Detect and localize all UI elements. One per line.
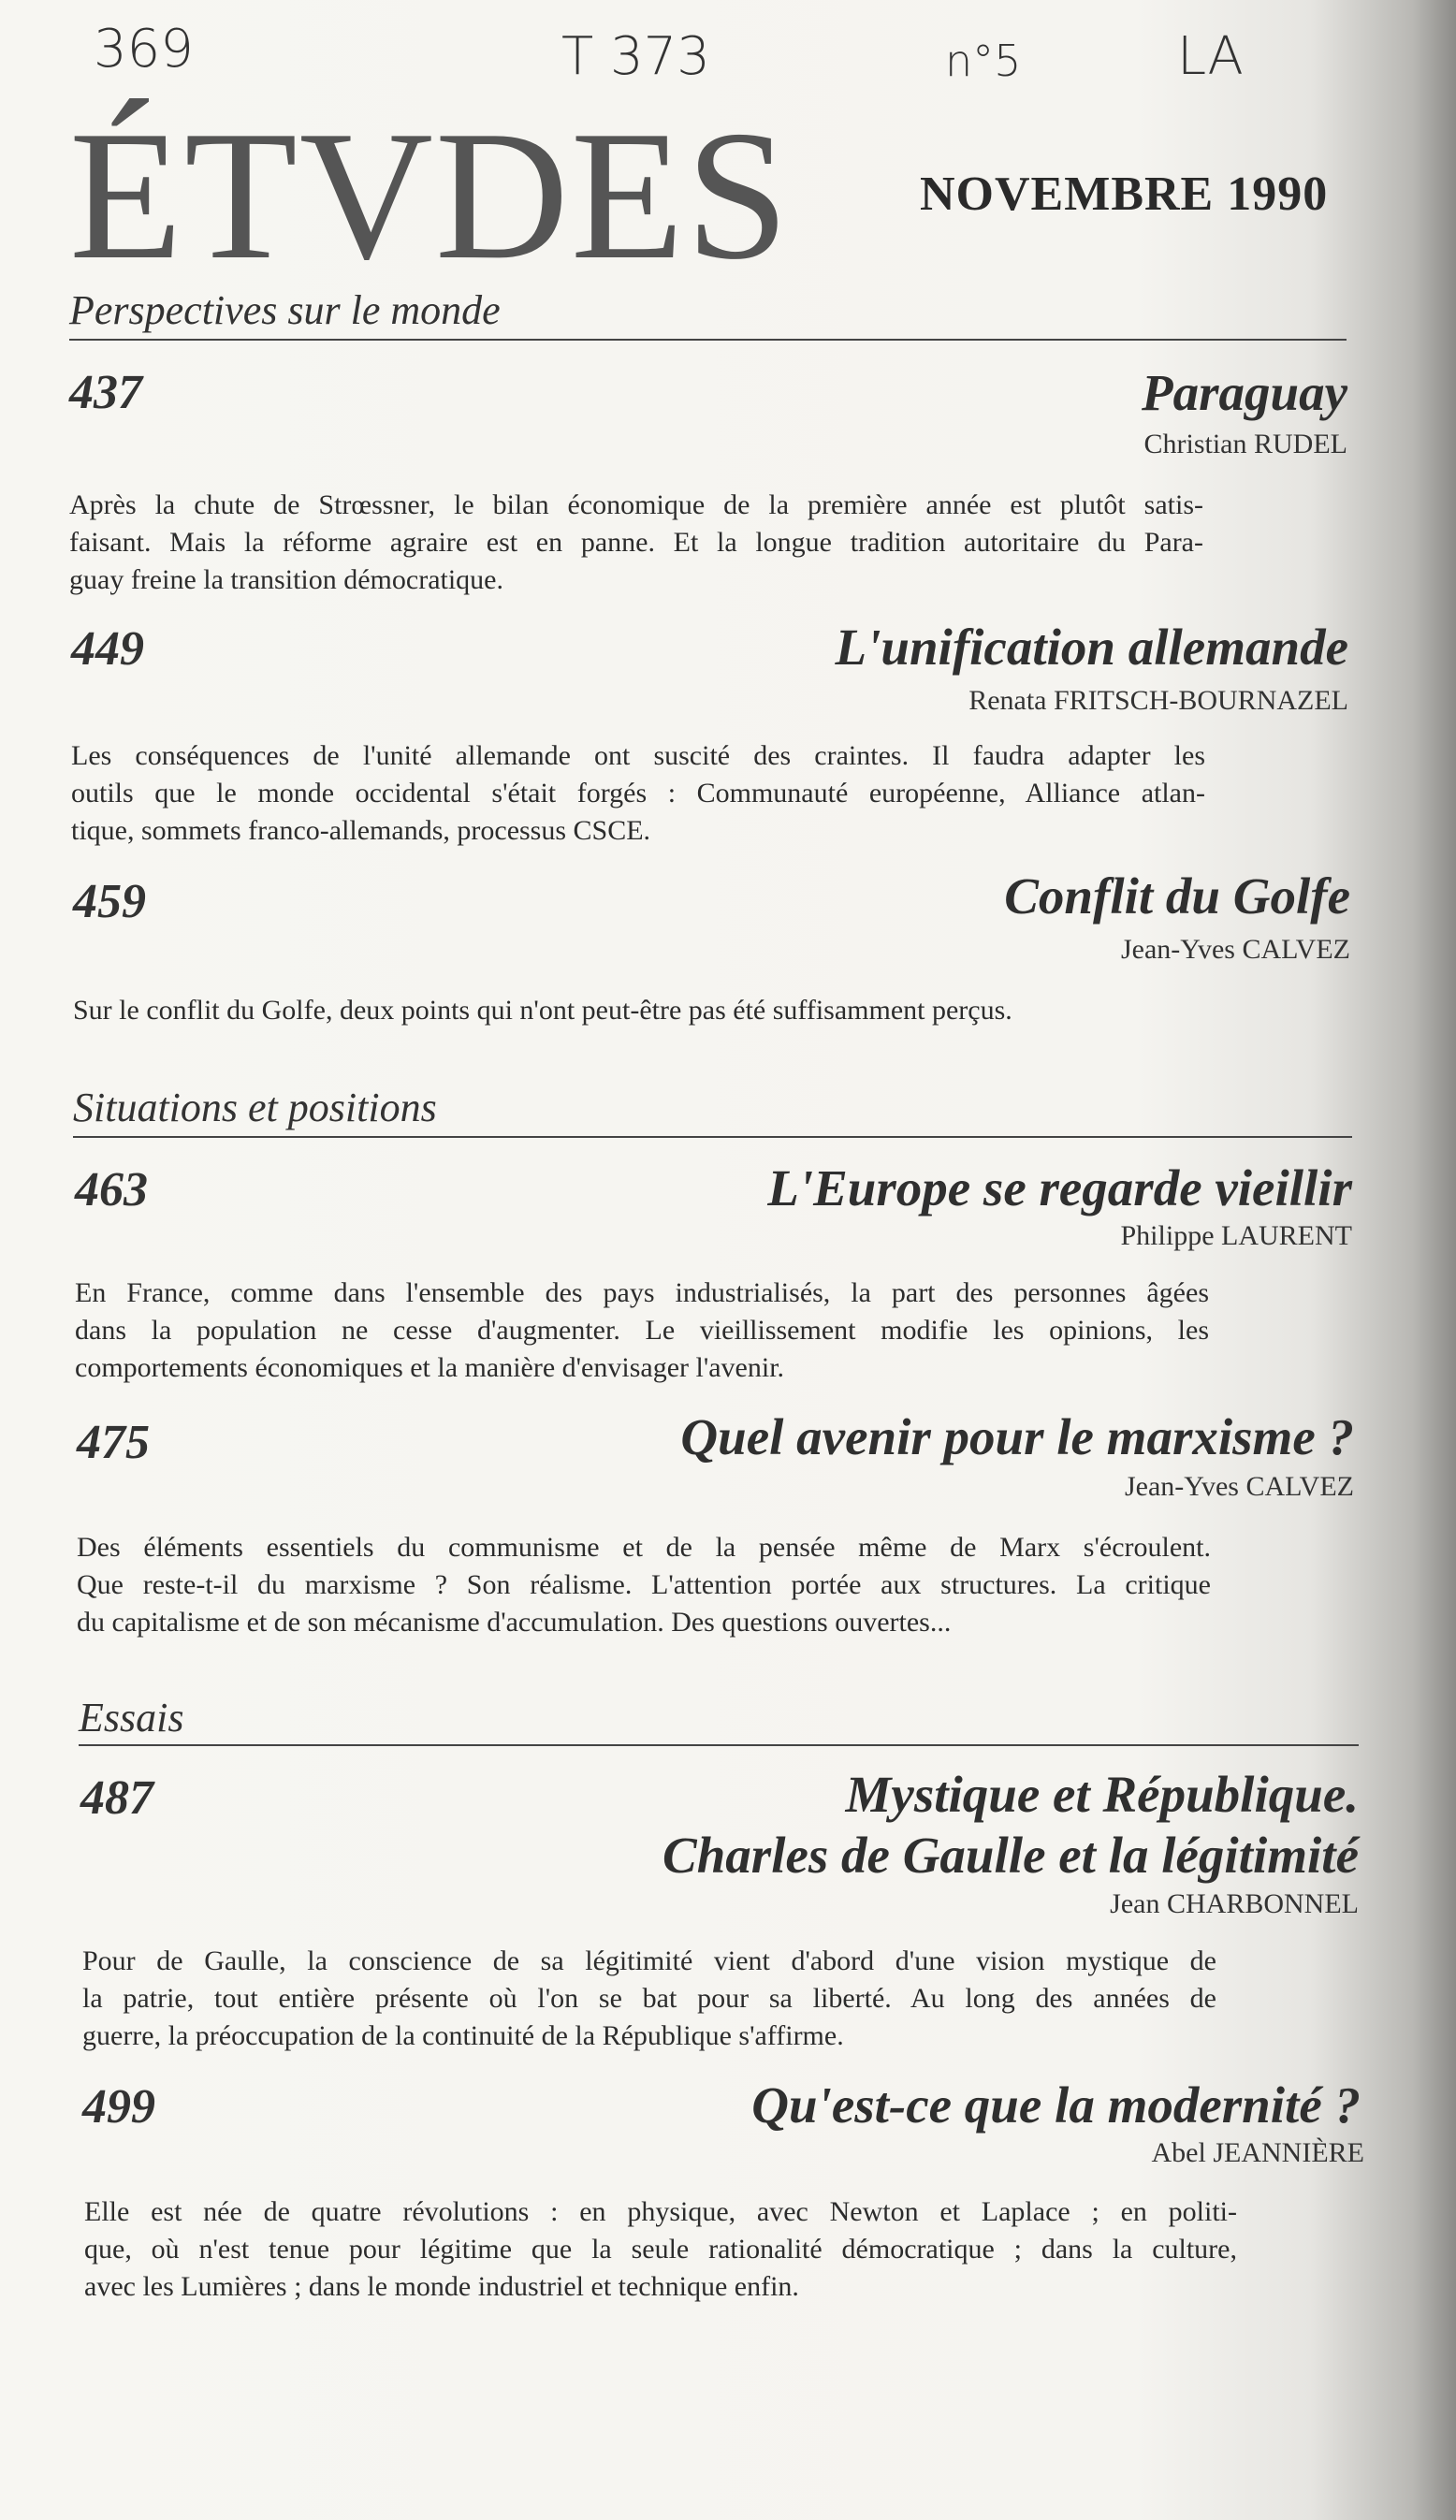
article-summary: Sur le conflit du Golfe, deux points qui n'ont peut-être pas été suffisamment perçus.: [73, 995, 1012, 1026]
article-title: Conflit du Golfe: [1004, 867, 1350, 925]
page-number: 459: [73, 875, 146, 928]
handwritten-issue-mark: n°5: [945, 36, 1022, 86]
article-title: Quel avenir pour le marxisme ?: [680, 1408, 1354, 1465]
page-number: 475: [77, 1416, 150, 1469]
article-author: Christian RUDEL: [1143, 429, 1347, 459]
article-title-line: Mystique et République.: [845, 1766, 1359, 1823]
article-author: Jean-Yves CALVEZ: [1124, 1471, 1354, 1502]
section-heading: Perspectives sur le monde: [69, 287, 501, 333]
page-number: 449: [71, 622, 144, 676]
handwritten-initials: LA: [1177, 26, 1244, 87]
section-heading: Essais: [79, 1695, 184, 1741]
article-author: Renata FRITSCH-BOURNAZEL: [968, 685, 1348, 716]
handwritten-number: 369: [94, 19, 194, 80]
section-rule: [69, 339, 1347, 341]
page-number: 499: [82, 2080, 155, 2134]
handwritten-shelf-mark: T 373: [561, 26, 710, 87]
article-summary: Les conséquences de l'unité allemande ont suscité des craintes. Il faudra adapter les outils que le monde occidental s'était forgés : Communauté européenne, Alliance atlan- tique, sommets franco-allemands, processus CSCE.: [71, 740, 1205, 846]
page-number: 437: [69, 366, 142, 419]
section-heading: Situations et positions: [73, 1085, 437, 1130]
article-author: Jean CHARBONNEL: [1110, 1888, 1359, 1919]
article-summary: Pour de Gaulle, la conscience de sa légitimité vient d'abord d'une vision mystique de la patrie, tout entière présente où l'on se bat pour sa liberté. Au long des années de guerre, la préoccupation de la continuité de la République s'affirme.: [82, 1945, 1216, 2051]
article-author: Philippe LAURENT: [1120, 1220, 1352, 1251]
article-title: Paraguay: [1142, 364, 1347, 421]
article-author: Abel JEANNIÈRE: [1151, 2137, 1364, 2168]
issue-date: NOVEMBRE 1990: [920, 168, 1329, 221]
page-number: 463: [75, 1163, 148, 1216]
article-title: L'unification allemande: [835, 619, 1348, 676]
article-title: Qu'est-ce que la modernité ?: [751, 2076, 1361, 2134]
article-title-line: Charles de Gaulle et la légitimité: [662, 1826, 1359, 1884]
section-rule: [79, 1744, 1359, 1746]
article-summary: En France, comme dans l'ensemble des pays industrialisés, la part des personnes âgées dans la population ne cesse d'augmenter. Le vieillissement modifie les opinions, les comportements économiques et la manière d'envisager l'avenir.: [75, 1277, 1209, 1383]
article-summary: Des éléments essentiels du communisme et de la pensée même de Marx s'écroulent. Que reste-t-il du marxisme ? Son réalisme. L'attention portée aux structures. La critique du capitalisme et de son mécanisme d'accumulation. Des questions ouvertes...: [77, 1532, 1211, 1638]
article-title: L'Europe se regarde vieillir: [767, 1159, 1352, 1216]
article-author: Jean-Yves CALVEZ: [1120, 934, 1350, 965]
article-title: [423, 1765, 1359, 1886]
page-number: 487: [80, 1771, 153, 1825]
journal-title: ÉTVDES: [69, 93, 791, 298]
section-rule: [73, 1136, 1352, 1138]
article-summary: Après la chute de Strœssner, le bilan économique de la première année est plutôt satis- faisant. Mais la réforme agraire est en panne. Et la longue tradition autoritaire du Para- guay freine la transition démocratique.: [69, 489, 1203, 595]
article-summary: Elle est née de quatre révolutions : en physique, avec Newton et Laplace ; en politi- que, où n'est tenue pour légitime que la seule rationalité démocratique ; dans la culture, avec les Lumières ; dans le monde industriel et technique enfin.: [84, 2196, 1237, 2302]
